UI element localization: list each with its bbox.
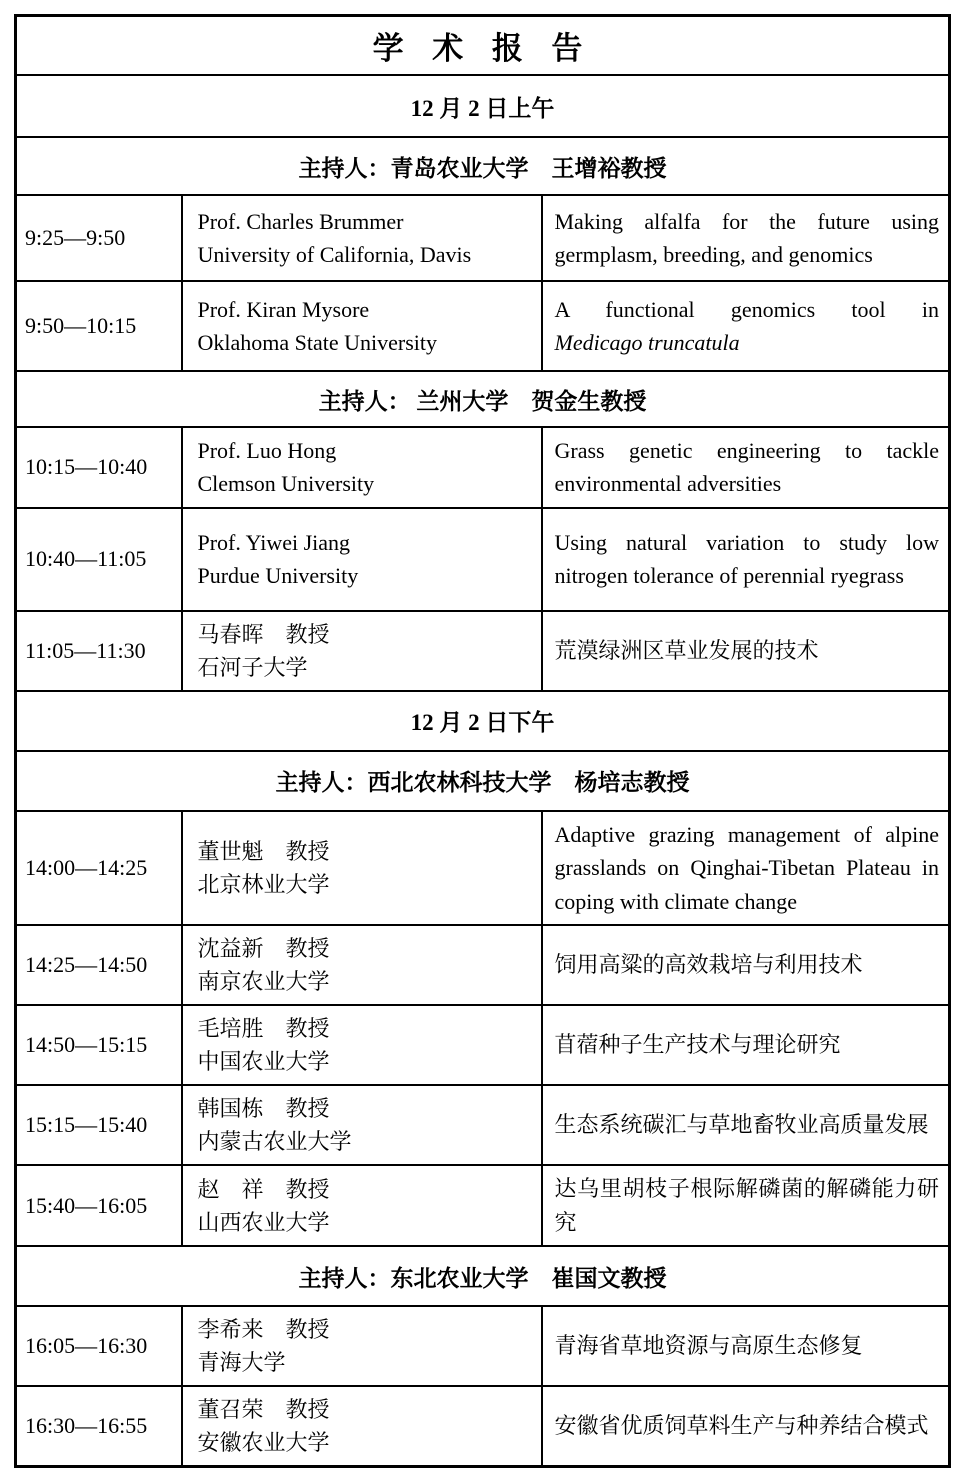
- time-cell: 11:05—11:30: [16, 611, 182, 691]
- time-cell: 9:25—9:50: [16, 195, 182, 281]
- table-row: [16, 611, 950, 691]
- speaker-affiliation: 内蒙古农业大学: [197, 1129, 352, 1155]
- speaker-name: Prof. Kiran Mysore: [197, 297, 370, 322]
- table-row: [16, 508, 950, 611]
- time-cell: 15:40—16:05: [16, 1165, 182, 1246]
- topic-text: Making alfalfa for the future using germplasm, breeding, and genomics: [554, 208, 940, 267]
- table-row: [16, 1306, 950, 1386]
- speaker-affiliation: Oklahoma State University: [197, 330, 438, 355]
- speaker-cell: [182, 1005, 542, 1085]
- speaker-name: Prof. Charles Brummer: [197, 209, 404, 234]
- time-cell: 10:15—10:40: [16, 427, 182, 508]
- time-cell: 15:15—15:40: [16, 1085, 182, 1165]
- speaker-cell: [182, 1085, 542, 1165]
- topic-text: 荒漠绿洲区草业发展的技术: [554, 638, 819, 664]
- speaker-cell: [182, 195, 542, 281]
- topic-text: 苜蓿种子生产技术与理论研究: [554, 1032, 841, 1058]
- speaker-affiliation: University of California, Davis: [197, 242, 472, 267]
- speaker-cell: [182, 427, 542, 508]
- topic-text: 安徽省优质饲草料生产与种养结合模式: [554, 1413, 929, 1439]
- speaker-name: 董世魁 教授: [197, 839, 330, 865]
- speaker-affiliation: Purdue University: [197, 563, 359, 589]
- speaker-affiliation: 南京农业大学: [197, 969, 330, 995]
- topic-cell: [542, 1085, 950, 1165]
- speaker-cell: [182, 925, 542, 1005]
- table-row: [16, 925, 950, 1005]
- table-row: [16, 1386, 950, 1467]
- title-row: [16, 16, 950, 76]
- table-row: [16, 427, 950, 508]
- time-cell: 14:50—15:15: [16, 1005, 182, 1085]
- speaker-name: 毛培胜 教授: [197, 1016, 330, 1042]
- table-row: [16, 1165, 950, 1246]
- chair-heading: 主持人： 兰州大学 贺金生教授: [16, 371, 950, 427]
- session-row: [16, 75, 950, 137]
- speaker-name: 马春晖 教授: [197, 621, 330, 647]
- topic-text: 青海省草地资源与高原生态修复: [554, 1333, 863, 1359]
- speaker-name: Prof. Yiwei Jiang: [197, 530, 351, 556]
- speaker-affiliation: 石河子大学: [197, 654, 308, 680]
- speaker-name: 赵 祥 教授: [197, 1176, 330, 1202]
- chair-heading: 主持人：青岛农业大学 王增裕教授: [16, 137, 950, 195]
- speaker-name: Prof. Luo Hong: [197, 438, 337, 464]
- time-cell: 14:00—14:25: [16, 811, 182, 925]
- topic-text: Grass genetic engineering to tackle environmental adversities: [554, 438, 940, 497]
- session-heading: 12 月 2 日下午: [16, 691, 950, 751]
- speaker-affiliation: 中国农业大学: [197, 1049, 330, 1075]
- topic-cell: [542, 1386, 950, 1467]
- time-cell: 16:30—16:55: [16, 1386, 182, 1467]
- table-row: [16, 1085, 950, 1165]
- chair-row: [16, 137, 950, 195]
- chair-row: [16, 1246, 950, 1306]
- topic-cell: [542, 1306, 950, 1386]
- speaker-name: 韩国栋 教授: [197, 1096, 330, 1122]
- topic-text: 生态系统碳汇与草地畜牧业高质量发展: [554, 1112, 929, 1138]
- topic-cell: [542, 925, 950, 1005]
- topic-text: A functional genomics tool in: [554, 296, 940, 322]
- speaker-affiliation: 山西农业大学: [197, 1209, 330, 1235]
- topic-text: Using natural variation to study low nitrogen tolerance of perennial ryegrass: [554, 529, 940, 589]
- table-row: [16, 811, 950, 925]
- speaker-name: 李希来 教授: [197, 1317, 330, 1343]
- speaker-cell: [182, 508, 542, 611]
- chair-heading: 主持人：西北农林科技大学 杨培志教授: [16, 751, 950, 811]
- speaker-cell: [182, 1306, 542, 1386]
- topic-text: 达乌里胡枝子根际解磷菌的解磷能力研究: [554, 1176, 940, 1235]
- speaker-cell: [182, 611, 542, 691]
- page-title: 学 术 报 告: [16, 16, 950, 76]
- speaker-cell: [182, 1165, 542, 1246]
- topic-cell: [542, 1165, 950, 1246]
- chair-heading: 主持人：东北农业大学 崔国文教授: [16, 1246, 950, 1306]
- time-cell: 16:05—16:30: [16, 1306, 182, 1386]
- chair-row: [16, 371, 950, 427]
- topic-cell: [542, 811, 950, 925]
- topic-cell: [542, 611, 950, 691]
- topic-text-italic: Medicago truncatula: [554, 330, 740, 355]
- time-cell: 14:25—14:50: [16, 925, 182, 1005]
- time-cell: 9:50—10:15: [16, 281, 182, 371]
- table-row: [16, 281, 950, 371]
- speaker-cell: [182, 281, 542, 371]
- topic-text: Adaptive grazing management of alpine grasslands on Qinghai-Tibetan Plateau in coping with climate change: [554, 821, 940, 914]
- speaker-affiliation: 北京林业大学: [197, 872, 330, 898]
- time-cell: 10:40—11:05: [16, 508, 182, 611]
- session-heading: 12 月 2 日上午: [16, 75, 950, 137]
- speaker-cell: [182, 811, 542, 925]
- topic-cell: [542, 427, 950, 508]
- topic-cell: [542, 1005, 950, 1085]
- topic-text: 饲用高粱的高效栽培与利用技术: [554, 952, 863, 978]
- chair-row: [16, 751, 950, 811]
- speaker-affiliation: Clemson University: [197, 471, 375, 497]
- table-row: [16, 195, 950, 281]
- topic-cell: [542, 195, 950, 281]
- topic-cell: [542, 508, 950, 611]
- session-row: [16, 691, 950, 751]
- speaker-cell: [182, 1386, 542, 1467]
- schedule-table: [14, 14, 951, 1468]
- speaker-name: 董召荣 教授: [197, 1397, 330, 1423]
- topic-cell: [542, 281, 950, 371]
- speaker-affiliation: 青海大学: [197, 1350, 286, 1376]
- table-row: [16, 1005, 950, 1085]
- speaker-name: 沈益新 教授: [197, 936, 330, 962]
- speaker-affiliation: 安徽农业大学: [197, 1430, 330, 1456]
